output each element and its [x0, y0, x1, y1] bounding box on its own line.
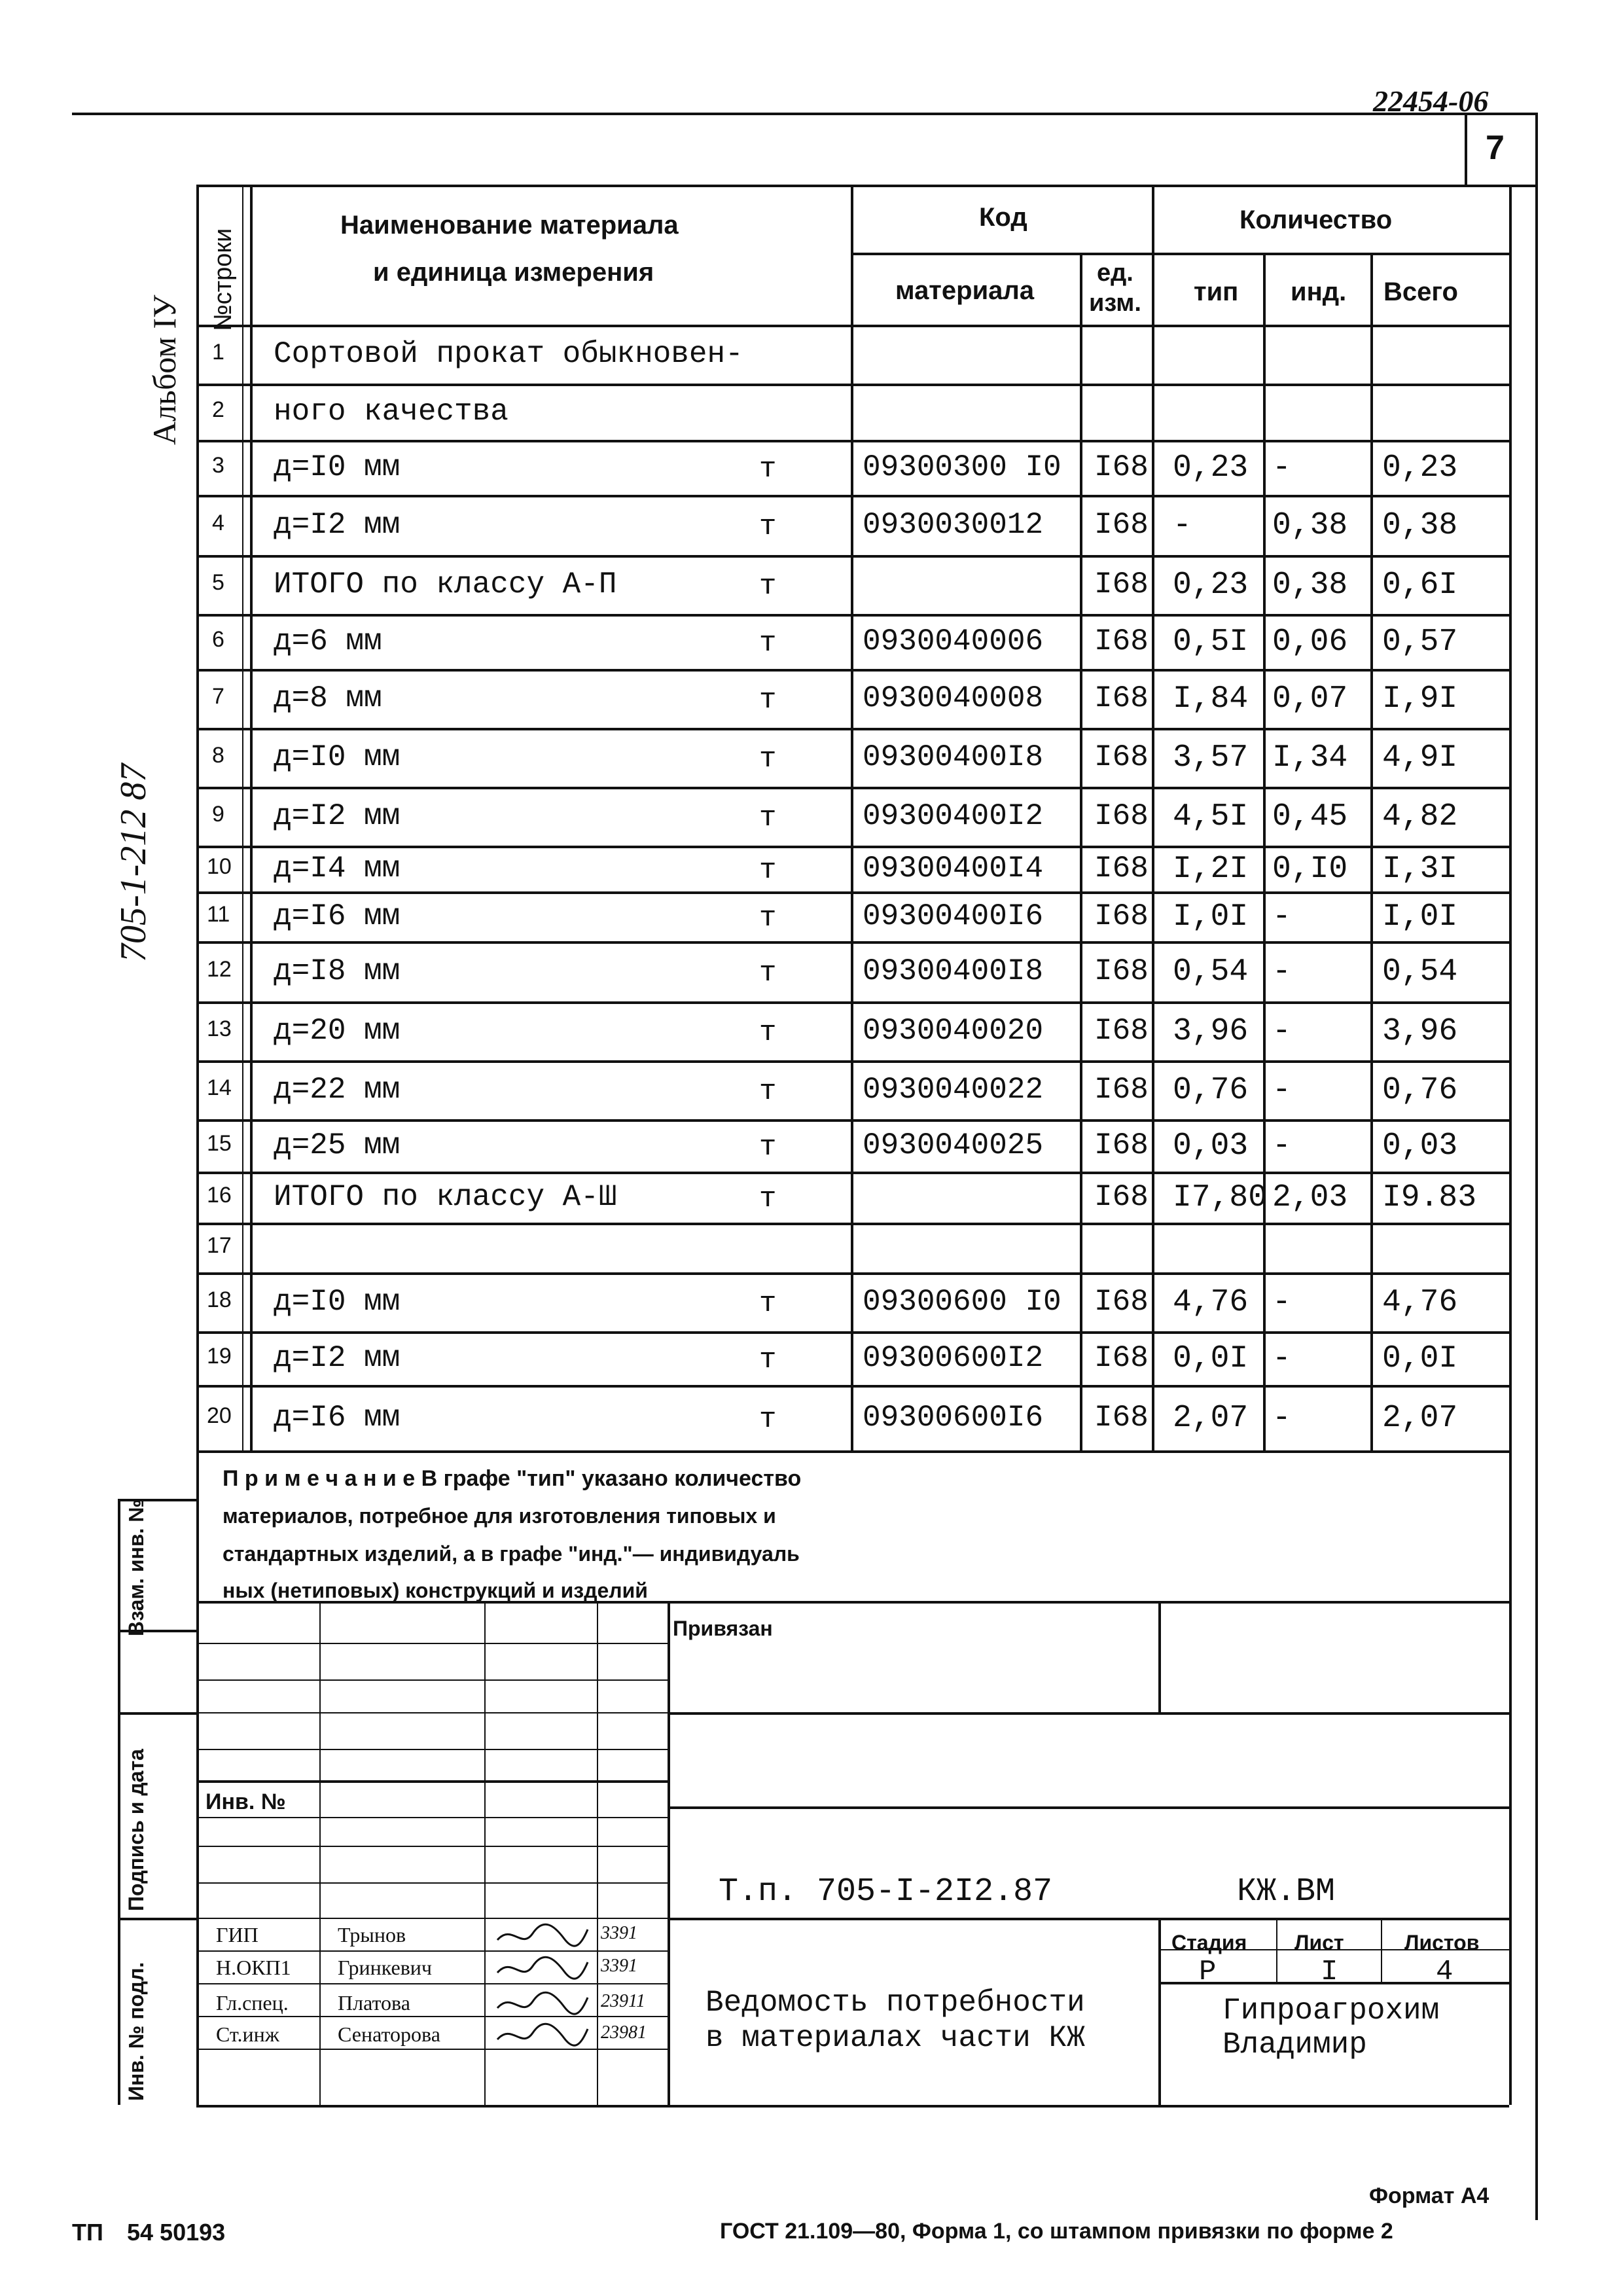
row-unit-code: I68: [1094, 1128, 1149, 1162]
row-number: 11: [207, 902, 230, 927]
row-unit: т: [759, 511, 777, 543]
row-number: 10: [207, 854, 232, 879]
row-unit: т: [759, 802, 777, 834]
header-name-line1: Наименование материала: [340, 211, 679, 240]
page-number: 7: [1486, 129, 1505, 167]
footer-tp-number: 54 50193: [127, 2219, 226, 2246]
row-number: 16: [207, 1183, 232, 1208]
row-unit: т: [759, 957, 777, 990]
row-type-qty: I7,80: [1173, 1180, 1268, 1215]
row-ind-qty: -: [1272, 1128, 1291, 1164]
row-unit: т: [759, 453, 777, 486]
row-ind-qty: 0,06: [1272, 624, 1348, 660]
header-mid-line: [851, 253, 1509, 255]
stamp-line: [196, 1679, 668, 1681]
row-ind-qty: -: [1272, 899, 1291, 935]
row-number: 15: [207, 1131, 232, 1156]
row-material-name: д=25 мм: [274, 1128, 401, 1162]
row-unit: т: [759, 854, 777, 887]
header-material: материала: [895, 276, 1035, 305]
row-type-qty: 0,0I: [1173, 1341, 1249, 1376]
header-row-number: №строки: [209, 228, 237, 331]
row-total-qty: I,3I: [1382, 852, 1458, 887]
stamp-line: [118, 1712, 196, 1715]
signer-role: Гл.спец.: [216, 1991, 289, 2015]
row-unit-code: I68: [1094, 1341, 1149, 1375]
row-material-name: ного качества: [274, 395, 508, 429]
row-unit-code: I68: [1094, 450, 1149, 484]
stamp-line: [196, 1749, 668, 1750]
inventory-number-label: Инв. №: [205, 1789, 286, 1814]
stamp-line: [196, 1780, 668, 1783]
stamp-line: [1158, 1601, 1161, 1715]
row-material-name: д=20 мм: [274, 1014, 401, 1048]
row-unit-code: I68: [1094, 1180, 1149, 1214]
row-material-code: 09300400I8: [863, 740, 1044, 774]
signer-name: Гринкевич: [338, 1956, 433, 1979]
row-unit: т: [759, 1075, 777, 1108]
signer-date: 23911: [601, 1991, 645, 2011]
row-material-code: 09300600 I0: [863, 1285, 1061, 1319]
row-material-code: 0930040022: [863, 1073, 1044, 1107]
stage-value: Р: [1199, 1956, 1217, 1988]
row-number: 9: [212, 802, 224, 827]
stamp-line: [118, 1918, 196, 1920]
row-ind-qty: -: [1272, 1073, 1291, 1108]
sheet-label: Лист: [1294, 1931, 1344, 1954]
organization-line2: Владимир: [1222, 2028, 1367, 2062]
row-number: 3: [212, 453, 224, 478]
row-ind-qty: 0,I0: [1272, 852, 1348, 887]
row-number: 12: [207, 957, 232, 982]
row-type-qty: I,84: [1173, 681, 1249, 717]
row-type-qty: 0,23: [1173, 567, 1249, 603]
stamp-line: [668, 1601, 670, 2105]
row-total-qty: 0,38: [1382, 508, 1458, 543]
stamp-line: [196, 1601, 1509, 1604]
signature-scribble: [492, 1920, 590, 1953]
frame-right: [1535, 113, 1538, 2220]
row-unit-code: I68: [1094, 1014, 1149, 1048]
row-unit-code: I68: [1094, 954, 1149, 988]
row-unit-code: I68: [1094, 508, 1149, 542]
col-line: [1263, 253, 1266, 1450]
row-unit: т: [759, 743, 777, 776]
row-unit: т: [759, 1183, 777, 1215]
signer-role: Ст.инж: [216, 2022, 279, 2046]
note-line-2: материалов, потребное для изготовления типовых и: [223, 1504, 776, 1528]
row-material-code: 09300400I4: [863, 852, 1044, 886]
row-unit: т: [759, 1131, 777, 1164]
row-type-qty: 0,03: [1173, 1128, 1249, 1164]
signer-name: Сенаторова: [338, 2022, 440, 2046]
signature-scribble: [492, 2020, 590, 2053]
row-total-qty: 4,82: [1382, 799, 1458, 834]
row-unit-code: I68: [1094, 681, 1149, 715]
row-unit-code: I68: [1094, 1285, 1149, 1319]
stamp-line: [196, 1918, 668, 1919]
row-unit-code: I68: [1094, 1073, 1149, 1107]
stamp-line: [196, 1643, 668, 1644]
row-material-code: 09300400I2: [863, 799, 1044, 833]
col-line: [196, 185, 199, 1450]
stamp-line: [196, 1817, 668, 1818]
row-total-qty: 0,0I: [1382, 1341, 1458, 1376]
stamp-line: [1509, 1450, 1512, 2105]
header-ind: инд.: [1291, 278, 1347, 306]
stamp-line: [484, 1601, 486, 2105]
row-material-code: 0930040008: [863, 681, 1044, 715]
row-material-code: 09300600I2: [863, 1341, 1044, 1375]
note-line-4: ных (нетиповых) конструкций и изделий: [223, 1579, 648, 1602]
signer-role: Н.ОКП1: [216, 1956, 291, 1979]
stamp-line: [196, 1882, 668, 1884]
header-quantity: Количество: [1240, 206, 1393, 234]
row-type-qty: I,2I: [1173, 852, 1249, 887]
row-material-name: Сортовой прокат обыкновен-: [274, 337, 743, 371]
row-type-qty: -: [1173, 508, 1192, 543]
row-total-qty: 0,23: [1382, 450, 1458, 486]
row-material-code: 09300400I6: [863, 899, 1044, 933]
row-unit: т: [759, 570, 777, 603]
stage-label: Стадия: [1171, 1931, 1247, 1954]
row-material-name: д=I0 мм: [274, 450, 401, 484]
sheet-value: I: [1321, 1956, 1338, 1988]
row-unit-code: I68: [1094, 852, 1149, 886]
stamp-line: [1158, 1918, 1161, 2105]
stamp-line: [196, 2105, 1509, 2108]
document-number: 22454-06: [1373, 84, 1489, 118]
row-ind-qty: -: [1272, 1341, 1291, 1376]
stamp-line: [196, 2016, 668, 2017]
stamp-line: [196, 1950, 668, 1952]
sheets-value: 4: [1436, 1956, 1454, 1988]
row-material-code: 0930040025: [863, 1128, 1044, 1162]
stamp-line: [196, 2049, 668, 2050]
row-number: 13: [207, 1016, 232, 1041]
stamp-line: [319, 1601, 321, 2105]
row-total-qty: 0,57: [1382, 624, 1458, 660]
row-material-name: д=I6 мм: [274, 899, 401, 933]
header-unit-line1: ед.: [1097, 259, 1133, 287]
row-type-qty: 0,54: [1173, 954, 1249, 990]
row-type-qty: 3,57: [1173, 740, 1249, 776]
row-material-name: д=I0 мм: [274, 1285, 401, 1319]
row-material-code: 0930040006: [863, 624, 1044, 658]
row-number: 5: [212, 570, 224, 595]
row-total-qty: 0,54: [1382, 954, 1458, 990]
note-line-1: П р и м е ч а н и е В графе "тип" указано количество: [223, 1466, 802, 1491]
margin-signature-date-label: Подпись и дата: [124, 1749, 148, 1911]
note-line-3: стандартных изделий, а в графе "инд."— индивидуаль: [223, 1542, 800, 1566]
stamp-line: [597, 1601, 598, 2105]
side-code-label: 705-1-212 87: [113, 763, 154, 962]
row-unit-code: I68: [1094, 624, 1149, 658]
header-code: Код: [979, 203, 1027, 232]
row-material-name: д=I6 мм: [274, 1401, 401, 1435]
row-material-name: д=I2 мм: [274, 799, 401, 833]
row-material-code: 0930040020: [863, 1014, 1044, 1048]
col-line: [1509, 185, 1512, 1450]
row-material-name: ИТОГО по классу А-Ш: [274, 1180, 617, 1214]
row-unit-code: I68: [1094, 1401, 1149, 1435]
row-material-name: д=22 мм: [274, 1073, 401, 1107]
row-unit-code: I68: [1094, 567, 1149, 601]
stamp-line: [668, 1806, 1509, 1809]
row-line: [196, 1450, 1509, 1453]
stamp-line: [1381, 1918, 1382, 1982]
row-ind-qty: I,34: [1272, 740, 1348, 776]
signer-name: Трынов: [338, 1923, 406, 1946]
stamp-line: [196, 1983, 668, 1984]
row-material-code: 09300600I6: [863, 1401, 1044, 1435]
row-material-name: д=I2 мм: [274, 1341, 401, 1375]
col-line: [851, 185, 853, 1450]
row-type-qty: 0,23: [1173, 450, 1249, 486]
row-type-qty: 4,5I: [1173, 799, 1249, 834]
row-total-qty: I9.83: [1382, 1180, 1477, 1215]
margin-vzam-label: Взам. инв. №: [124, 1499, 148, 1636]
signer-date: 3391: [601, 1923, 637, 1943]
col-line: [250, 185, 253, 1450]
row-number: 6: [212, 627, 224, 652]
row-total-qty: 4,9I: [1382, 740, 1458, 776]
header-type: тип: [1194, 278, 1239, 306]
row-unit-code: I68: [1094, 899, 1149, 933]
footer-gost: ГОСТ 21.109—80, Форма 1, со штампом привязки по форме 2: [720, 2219, 1393, 2244]
footer-tp: ТП: [72, 2219, 103, 2246]
col-line: [1370, 253, 1373, 1450]
signer-date: 3391: [601, 1956, 637, 1976]
row-ind-qty: -: [1272, 1014, 1291, 1049]
row-number: 4: [212, 511, 224, 535]
row-material-code: 09300300 I0: [863, 450, 1061, 484]
row-material-name: д=I2 мм: [274, 508, 401, 542]
row-ind-qty: 0,45: [1272, 799, 1348, 834]
signer-role: ГИП: [216, 1923, 259, 1946]
row-total-qty: I,9I: [1382, 681, 1458, 717]
row-ind-qty: 0,07: [1272, 681, 1348, 717]
row-material-name: д=I0 мм: [274, 740, 401, 774]
row-unit: т: [759, 684, 777, 717]
sheet-title-line1: Ведомость потребности: [705, 1986, 1085, 2020]
row-ind-qty: -: [1272, 450, 1291, 486]
row-material-name: ИТОГО по классу А-П: [274, 567, 617, 601]
row-number: 18: [207, 1287, 232, 1312]
row-ind-qty: 0,38: [1272, 508, 1348, 543]
row-ind-qty: 0,38: [1272, 567, 1348, 603]
row-material-name: д=6 мм: [274, 624, 382, 658]
row-number: 1: [212, 340, 224, 365]
document-mark: КЖ.ВМ: [1237, 1873, 1336, 1910]
row-material-name: д=I8 мм: [274, 954, 401, 988]
stamp-line: [196, 1712, 668, 1713]
row-total-qty: 0,6I: [1382, 567, 1458, 603]
row-material-name: д=I4 мм: [274, 852, 401, 886]
privyazan-label: Привязан: [673, 1617, 773, 1640]
stamp-line: [668, 1712, 1509, 1715]
row-type-qty: 3,96: [1173, 1014, 1249, 1049]
organization-line1: Гипроагрохим: [1222, 1994, 1440, 2028]
sheets-label: Листов: [1404, 1931, 1480, 1954]
stamp-line: [668, 1918, 1509, 1920]
row-total-qty: 3,96: [1382, 1014, 1458, 1049]
row-unit: т: [759, 627, 777, 660]
top-rule: [72, 113, 1538, 115]
row-ind-qty: -: [1272, 1285, 1291, 1320]
stamp-line: [196, 1846, 668, 1847]
col-line: [242, 185, 243, 1450]
document-code: Т.п. 705-I-2I2.87: [719, 1873, 1053, 1910]
header-name-line2: и единица измерения: [373, 258, 654, 287]
row-total-qty: I,0I: [1382, 899, 1458, 935]
row-number: 17: [207, 1233, 232, 1258]
row-number: 7: [212, 684, 224, 709]
signature-scribble: [492, 1988, 590, 2021]
row-unit: т: [759, 1016, 777, 1049]
header-total: Всего: [1383, 278, 1458, 306]
row-type-qty: 2,07: [1173, 1401, 1249, 1436]
row-total-qty: 0,76: [1382, 1073, 1458, 1108]
row-total-qty: 2,07: [1382, 1401, 1458, 1436]
row-number: 19: [207, 1344, 232, 1369]
row-total-qty: 4,76: [1382, 1285, 1458, 1320]
margin-inv-podl-label: Инв. № подл.: [124, 1962, 148, 2101]
row-type-qty: 0,76: [1173, 1073, 1249, 1108]
row-ind-qty: 2,03: [1272, 1180, 1348, 1215]
col-line: [1152, 185, 1154, 1450]
row-number: 8: [212, 743, 224, 768]
row-type-qty: I,0I: [1173, 899, 1249, 935]
row-material-code: 09300400I8: [863, 954, 1044, 988]
row-material-code: 0930030012: [863, 508, 1044, 542]
row-material-name: д=8 мм: [274, 681, 382, 715]
stamp-line: [1276, 1918, 1277, 1982]
stamp-line: [196, 1450, 199, 2105]
row-total-qty: 0,03: [1382, 1128, 1458, 1164]
row-unit-code: I68: [1094, 740, 1149, 774]
signer-name: Платова: [338, 1991, 410, 2015]
row-type-qty: 0,5I: [1173, 624, 1249, 660]
format-label: Формат А4: [1369, 2183, 1489, 2208]
row-unit: т: [759, 1403, 777, 1436]
row-unit-code: I68: [1094, 799, 1149, 833]
row-number: 14: [207, 1075, 232, 1100]
row-number: 2: [212, 397, 224, 422]
side-album-label: Альбом IУ: [146, 295, 183, 445]
row-unit: т: [759, 902, 777, 935]
signature-scribble: [492, 1953, 590, 1986]
row-unit: т: [759, 1344, 777, 1376]
signer-date: 23981: [601, 2022, 647, 2043]
row-unit: т: [759, 1287, 777, 1320]
row-ind-qty: -: [1272, 954, 1291, 990]
stamp-line: [118, 1499, 120, 2105]
row-type-qty: 4,76: [1173, 1285, 1249, 1320]
sheet-title-line2: в материалах части КЖ: [705, 2021, 1085, 2055]
row-number: 20: [207, 1403, 232, 1428]
col-line: [1080, 253, 1082, 1450]
header-unit-line2: изм.: [1089, 289, 1141, 317]
row-ind-qty: -: [1272, 1401, 1291, 1436]
